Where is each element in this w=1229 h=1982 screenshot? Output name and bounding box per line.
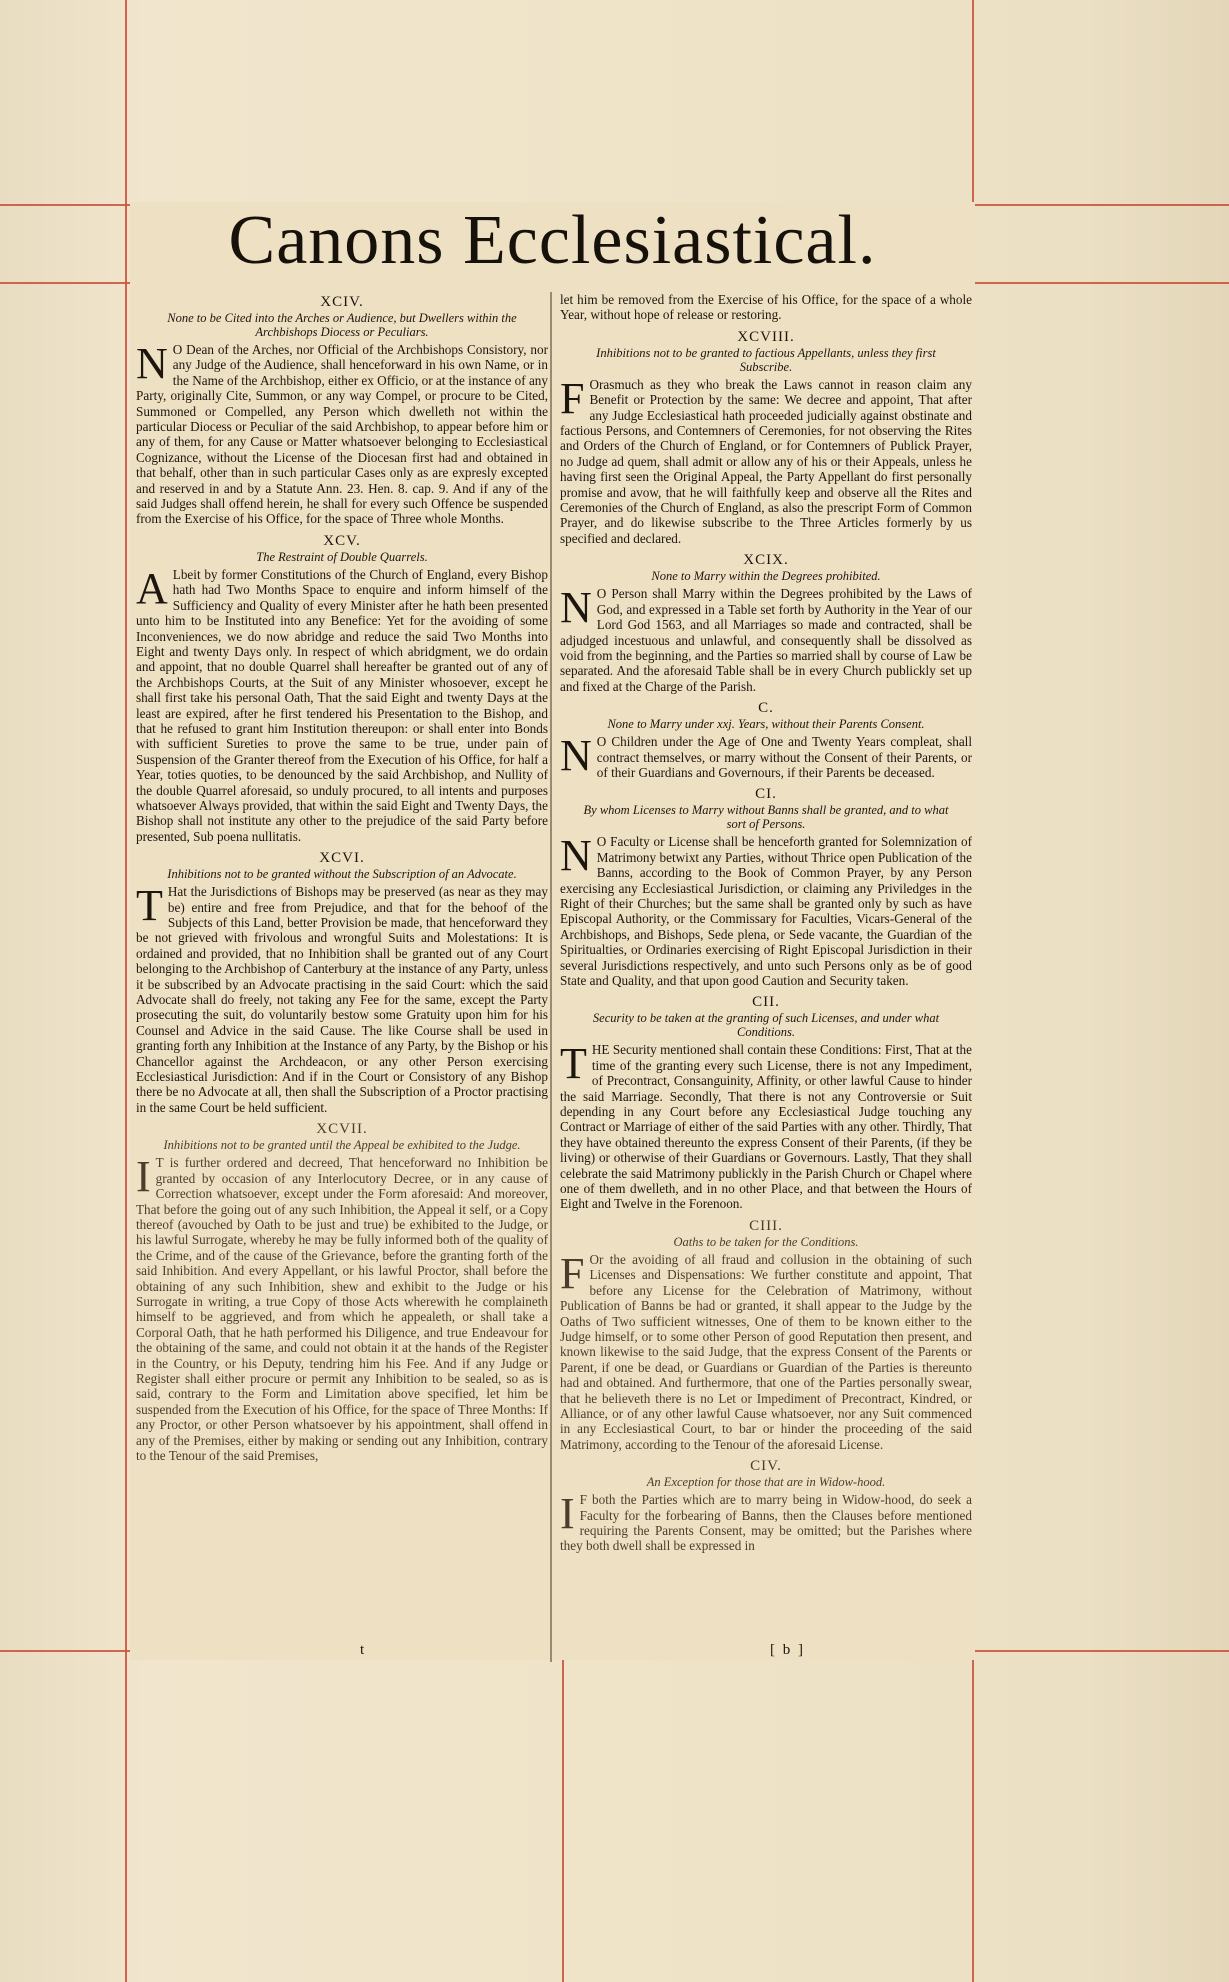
canon-body	[560, 831, 972, 988]
canon-text: O Dean of the Arches, nor Official of the Archbishops Consistory, nor any Judge of the Audience, shall henceforward in his own Name, or in the Name of the Archbishop, either ex Officio, or at the instance of any Party, originally Cite, Summon, or any way Compel, or procure to be Cited, Summoned or Compelled, any Person which dwelleth not within the particular Diocess or Peculiar of the said Archbishop, to appear before him or any of them, for any Cause or Matter whatsoever belonging to Ecclesiastical Cognizance, without the License of the Diocesan first had and obtained in that behalf, other than in such particular Cases only as are expresly excepted and reserved in and by a Statute Ann. 23. Hen. 8. cap. 9. And if any of the said Judges shall offend herein, he shall for every such Offence be suspended from the Exercise of his Office, for the space of Three whole Months.	[136, 342, 548, 527]
canon-c	[560, 700, 972, 780]
canon-body	[136, 881, 548, 1115]
signature-mark-right: [ b ]	[770, 1642, 805, 1658]
canon-xcvi	[136, 850, 548, 1115]
canon-text: Hat the Jurisdictions of Bishops may be preserved (as near as they may be) entire and free from Prejudice, and that for the behoof of the Subjects of this Land, better Provision be made, that henceforward they be not grieved with frivolous and wrongful Suits and Molestations: It is ordained and provided, that no Inhibition shall be granted out of any Court belonging to the Archbishop of Canterbury at the instance of any Party, unless it be subscribed by an Advocate practising in the said Court: which the said Advocate shall do freely, not taking any Fee for the same, except the Party prosecuting the suit, do voluntarily bestow some Gratuity upon him for his Counsel and Advice in the said Cause. The like Course shall be used in granting forth any Inhibition at the Instance of any Party, by the Bishop or his Chancellor against the Archdeacon, or any other Person exercising Ecclesiastical Jurisdiction: And if in the Court or Consistory of any Bishop there be no Advocate at all, then shall the Subscription of a Proctor practising in the same Court be held sufficient.	[136, 884, 548, 1115]
canon-heading: Inhibitions not to be granted until the Appeal be exhibited to the Judge.	[163, 1138, 521, 1153]
canon-text: Lbeit by former Constitutions of the Church of England, every Bishop hath had Two Months Space to enquire and inform himself of the Sufficiency and Quality of every Minister after he hath been presented unto him to be Instituted into any Benefice: Yet for the avoiding of some Inconveniences, we do now abridge and reduce the said Two Months into Eight and twenty Days only. In respect of which abridgment, we do ordain and appoint, that no double Quarrel shall hereafter be granted out of any of the Archbishops Courts, at the Suit of any Minister whosoever, except he shall first take his personal Oath, That the said Eight and twenty Days at the least are expired, after he first tendered his Presentation to the Bishop, and that he refused to grant him Institution thereupon: or shall enter into Bonds with sufficient Sureties to prove the same to be true, under pain of Suspension of the Granter thereof from the Execution of his Office, for half a Year, toties quoties, to be denounced by the said Archbishop, and Nullity of the double Quarrel aforesaid, so unduly procured, to all intents and purposes whatsoever Always provided, that within the said Eight and Twenty Days, the Bishop shall not institute any other to the prejudice of the said Party before presented, Sub poena nullitatis.	[136, 566, 548, 844]
canon-heading: Security to be taken at the granting of such Licenses, and under what Conditions.	[592, 1011, 940, 1040]
canon-body	[560, 1489, 972, 1554]
canon-number: XCVII.	[316, 1121, 368, 1138]
canon-body	[560, 373, 972, 546]
drop-cap: T	[560, 1039, 587, 1089]
canon-heading: Oaths to be taken for the Conditions.	[673, 1234, 859, 1249]
canon-number: CII.	[752, 994, 780, 1011]
canon-text: T is further ordered and decreed, That henceforward no Inhibition be granted by occasion of any Interlocutory Decree, or in any cause of Correction whatsoever, except under the Form aforesaid: And moreover, That before the going out of any such Inhibition, the Appeal it self, or a Copy thereof (avouched by Oath to be just and true) be exhibited to the Judge, or his lawful Surrogate, whereby he may be fully informed both of the quality of the Crime, and of the cause of the Grievance, before the granting forth of the said Inhibition. And every Appellant, or his lawful Proctor, shall before the obtaining of any such Inhibition, shew and exhibit to the Judge or his Surrogate in writing, a true Copy of those Acts wherewith he complaineth himself to be aggrieved, and from which he appealeth, or shall take a Corporal Oath, that he hath performed his Diligence, and true Endeavour for the obtaining of the same, and could not obtain it at the hands of the Register in the Country, or his Deputy, tendring him his Fee. And if any Judge or Register shall either procure or permit any Inhibition to be sealed, so as is said, contrary to the Form and Limitation above specified, let him be suspended from the Execution of his Office, for the space of Three Months: If any Proctor, or other Person whatsoever by his appointment, shall offend in any of the Premises, either by making or sending out any Inhibition, contrary to the Tenour of the said Premises,	[136, 1155, 548, 1463]
red-rule-vertical	[125, 0, 127, 1982]
canon-number: C.	[758, 700, 774, 717]
drop-cap: F	[560, 1248, 585, 1298]
drop-cap: N	[560, 583, 592, 633]
red-rule-vertical	[562, 1650, 564, 1982]
canon-ciii	[560, 1218, 972, 1452]
canon-heading: The Restraint of Double Quarrels.	[256, 549, 428, 564]
canon-number: XCIX.	[743, 552, 789, 569]
canon-text: F both the Parties which are to marry being in Widow-hood, do seek a Faculty for the forbearing of Banns, then the Clauses before mentioned requiring the Parents Consent, may be omitted; but the Parishes where they both dwell shall be expressed in	[560, 1492, 972, 1554]
canon-number: CIV.	[750, 1458, 782, 1475]
canon-body	[136, 339, 548, 527]
canon-heading: None to Marry within the Degrees prohibited.	[651, 569, 881, 584]
column-divider	[550, 292, 552, 1662]
canon-heading: By whom Licenses to Marry without Banns shall be granted, and to what sort of Persons.	[583, 803, 949, 832]
canon-number: CIII.	[749, 1217, 783, 1234]
canon-xcvii	[136, 1121, 548, 1463]
canon-text: HE Security mentioned shall contain these Conditions: First, That at the time of the granting every such License, there is not any Impediment, of Precontract, Consanguinity, Affinity, or other lawful Cause to hinder the said Marriage. Secondly, That there is not any Controversie or Suit depending in any Court before any Ecclesiastical Judge touching any Contract or Marriage of either of the said Parties with any other. Thirdly, That they have obtained thereunto the express Consent of their Parents, (if they be living) or otherwise of their Guardians or Governours. Lastly, That they shall celebrate the said Matrimony publickly in the Parish Church or Chapel where one of them dwelleth, and in no other Place, and that between the Hours of Eight and Twelve in the Forenoon.	[560, 1042, 972, 1212]
drop-cap: A	[136, 563, 168, 613]
canon-xcix	[560, 552, 972, 694]
canon-heading: None to be Cited into the Arches or Audience, but Dwellers within the Archbishops Diocess or Peculiars.	[167, 311, 517, 339]
canon-heading: An Exception for those that are in Widow-hood.	[646, 1475, 886, 1490]
canon-number: XCVI.	[319, 850, 365, 867]
canon-heading: Inhibitions not to be granted without the Subscription of an Advocate.	[167, 867, 517, 882]
printed-page	[130, 202, 975, 1660]
canon-number: XCV.	[323, 532, 361, 549]
drop-cap: N	[560, 831, 592, 881]
page-title: Canons Ecclesiastical.	[228, 202, 877, 279]
left-column	[136, 292, 548, 1657]
drop-cap: I	[136, 1152, 151, 1202]
canon-text: O Person shall Marry within the Degrees prohibited by the Laws of God, and expressed in a Table set forth by Authority in the Year of our Lord God 1563, and all Marriages so made and contracted, shall be adjudged incestuous and unlawful, and consequently shall be dissolved as void from the beginning, and the Parties so married shall by course of Law be separated. And the aforesaid Table shall be in every Church publickly set up and fixed at the Charge of the Parish.	[560, 586, 972, 694]
canon-body	[560, 1248, 972, 1452]
canon-text: Orasmuch as they who break the Laws cannot in reason claim any Benefit or Protection by the same: We decree and appoint, That after any Judge Ecclesiastical hath proceeded judicially against obstinate and factious Persons, and Contemners of Ceremonies, for not observing the Rites and Orders of the Church of England, or for Contemners of Publick Prayer, no Judge ad quem, shall admit or allow any of his or their Appeals, unless he having first seen the Original Appeal, the Party Appellant do first personally promise and avow, that he will faithfully keep and observe all the Rites and Ceremonies of the Church of England, as also the prescript Form of Common Prayer, and do likewise subscribe to the Three Articles formerly by us specified and declared.	[560, 376, 972, 546]
canon-cii	[560, 994, 972, 1211]
drop-cap: T	[136, 881, 163, 931]
canon-text: O Children under the Age of One and Twenty Years compleat, shall contract themselves, or marry without the Consent of their Parents, or of their Guardians and Governours, if their Parents be deceased.	[596, 734, 972, 780]
canon-number: XCVIII.	[737, 328, 795, 345]
canon-xcv	[136, 533, 548, 844]
canon-body	[560, 1039, 972, 1212]
canon-xciv	[136, 294, 548, 527]
canon-body	[136, 563, 548, 844]
drop-cap: I	[560, 1489, 575, 1539]
canon-heading: Inhibitions not to be granted to factious Appellants, unless they first Subscribe.	[596, 345, 936, 374]
signature-mark-left: t	[360, 1642, 367, 1658]
canon-xcviii	[560, 329, 972, 546]
canon-body	[560, 583, 972, 694]
canon-number: CI.	[755, 786, 777, 803]
canon-body	[560, 731, 972, 781]
canon-number: XCIV.	[320, 294, 364, 310]
canon-text: Or the avoiding of all fraud and collusion in the obtaining of such Licenses and Dispensations: We further constitute and appoint, That before any License for the Celebration of Matrimony, without Publication of Banns be had or granted, it shall appear to the Judge by the Oaths of Two sufficient witnesses, One of them to be known either to the Judge himself, or to some other Person of good Reputation then present, and known likewise to the said Judge, that the express Consent of the Parents or Parent, if one be dead, or Guardians or Guardian of the Parties is thereunto had and obtained. And furthermore, that one of the Parties personally swear, that he believeth there is no Let or Impediment of Precontract, Kindred, or Alliance, or of any other lawful Cause whatsoever, nor any Suit commenced in any Ecclesiastical Court, to bar or hinder the proceeding of the said Matrimony, according to the Tenour of the aforesaid License.	[560, 1251, 972, 1452]
continuation-text: let him be removed from the Exercise of his Office, for the space of a whole Year, without hope of release or restoring.	[560, 292, 972, 323]
canon-civ	[560, 1458, 972, 1554]
canon-heading: None to Marry under xxj. Years, without their Parents Consent.	[607, 717, 925, 732]
canon-body	[136, 1152, 548, 1463]
right-column	[560, 292, 972, 1657]
drop-cap: N	[560, 731, 592, 781]
canon-ci	[560, 786, 972, 988]
drop-cap: F	[560, 373, 585, 423]
canon-text: O Faculty or License shall be henceforth granted for Solemnization of Matrimony betwixt any Parties, without Thrice open Publication of the Banns, according to the Book of Common Prayer, by any Person exercising any Ecclesiastical Jurisdiction, or claiming any Priviledges in the Right of their Churches; but the same shall be granted only by such as have Episcopal Authority, or the Commissary for Faculties, Vicars-General of the Archbishops, and Bishops, Sede plena, or Sede vacante, the Guardian of the Spiritualties, or Ordinaries exercising of Right Episcopal Jurisdiction in their several Jurisdictions respectively, and unto such Persons only as be of good State and Quality, and that upon good Caution and Security taken.	[560, 834, 972, 988]
drop-cap: N	[136, 339, 168, 388]
